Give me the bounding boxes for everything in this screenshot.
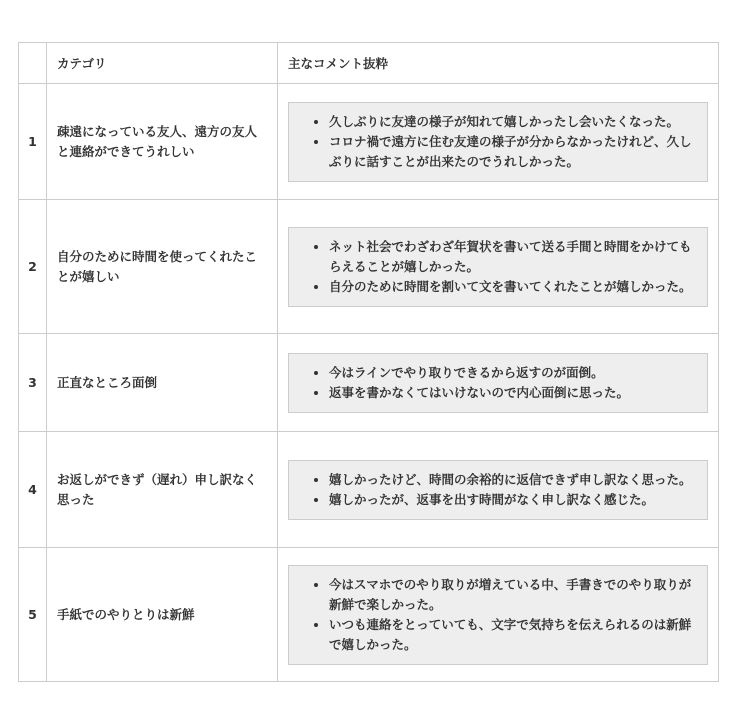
comment-item: • 嬉しかったけど、時間の余裕的に返信できず申し訳なく思った。 (329, 470, 695, 490)
row-number: 2 (19, 200, 47, 334)
row-category: 手紙でのやりとりは新鮮 (47, 548, 278, 682)
comment-item: • 返事を書かなくてはいけないので内心面倒に思った。 (329, 383, 695, 403)
comment-box (288, 460, 708, 520)
comment-box (288, 102, 708, 182)
comment-item: • 嬉しかったが、返事を出す時間がなく申し訳なく感じた。 (329, 490, 695, 510)
table-row (19, 200, 719, 334)
row-comments-cell (278, 334, 719, 432)
comment-item: • ネット社会でわざわざ年賀状を書いて送る手間と時間をかけてもらえることが嬉しかった。 (329, 237, 695, 277)
comment-item: • 今はスマホでのやり取りが増えている中、手書きでのやり取りが新鮮で楽しかった。 (329, 575, 695, 615)
row-number: 3 (19, 334, 47, 432)
comment-box (288, 353, 708, 413)
row-number: 4 (19, 432, 47, 548)
comment-list (289, 237, 695, 297)
comment-list (289, 112, 695, 172)
comment-list (289, 575, 695, 655)
comment-item: • 自分のために時間を割いて文を書いてくれたことが嬉しかった。 (329, 277, 695, 297)
row-number: 5 (19, 548, 47, 682)
comment-list (289, 470, 695, 510)
table-row (19, 334, 719, 432)
table-row (19, 84, 719, 200)
comment-list (289, 363, 695, 403)
row-category: お返しができず（遅れ）申し訳なく思った (47, 432, 278, 548)
comment-item: • コロナ禍で遠方に住む友達の様子が分からなかったけれど、久しぶりに話すことが出来たのでうれしかった。 (329, 132, 695, 172)
comment-box (288, 565, 708, 665)
row-category: 疎遠になっている友人、遠方の友人と連絡ができてうれしい (47, 84, 278, 200)
row-comments-cell (278, 432, 719, 548)
comment-item: • 今はラインでやり取りできるから返すのが面倒。 (329, 363, 695, 383)
row-category: 自分のために時間を使ってくれたことが嬉しい (47, 200, 278, 334)
comment-box (288, 227, 708, 307)
comment-item: • 久しぶりに友達の様子が知れて嬉しかったし会いたくなった。 (329, 112, 695, 132)
header-category: カテゴリ (47, 43, 278, 84)
table-row (19, 548, 719, 682)
header-comments: 主なコメント抜粋 (278, 43, 719, 84)
row-number: 1 (19, 84, 47, 200)
table-row (19, 432, 719, 548)
row-comments-cell (278, 200, 719, 334)
row-comments-cell (278, 548, 719, 682)
row-category: 正直なところ面倒 (47, 334, 278, 432)
comment-item: • いつも連絡をとっていても、文字で気持ちを伝えられるのは新鮮で嬉しかった。 (329, 615, 695, 655)
header-number (19, 43, 47, 84)
comments-table (18, 42, 719, 682)
table-header-row (19, 43, 719, 84)
row-comments-cell (278, 84, 719, 200)
